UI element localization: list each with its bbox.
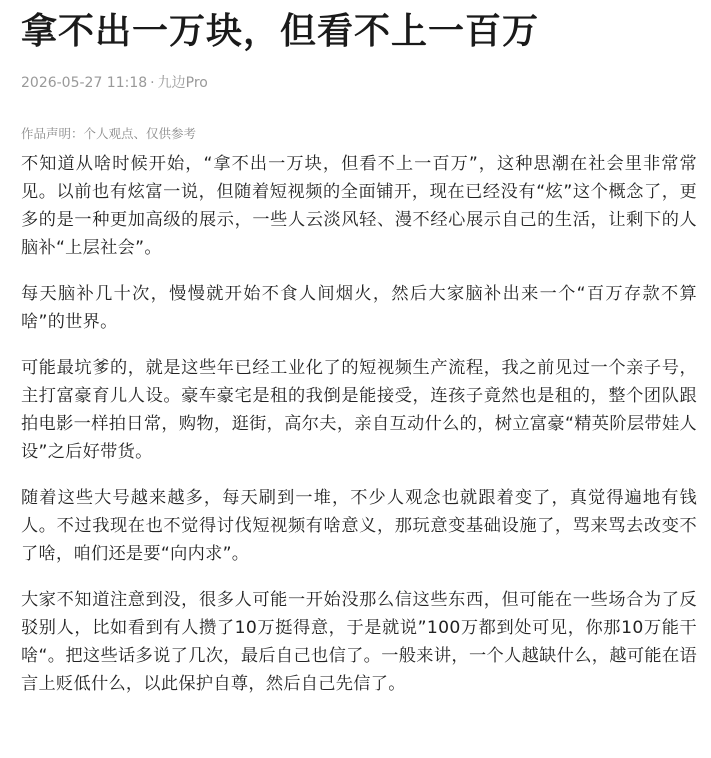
paragraph: 大家不知道注意到没，很多人可能一开始没那么信这些东西，但可能在一些场合为了反驳别人，比如看到有人攒了10万挺得意，于是就说”100万都到处可见，你那10万能干啥“。把这些话多说了几次，最后自己也信了。一般来讲，一个人越缺什么，越可能在语言上贬低什么，以此保护自尊，然后自己先信了。 (21, 590, 697, 694)
article-body (21, 150, 697, 716)
publish-datetime: 2026-05-27 11:18 (21, 75, 148, 91)
article-title: 拿不出一万块，但看不上一百万 (21, 11, 540, 52)
article-meta (21, 73, 208, 93)
paragraph: 不知道从啥时候开始，“拿不出一万块，但看不上一百万”，这种思潮在社会里非常常见。以前也有炫富一说，但随着短视频的全面铺开，现在已经没有“炫”这个概念了，更多的是一种更加高级的展示，一些人云淡风轻、漫不经心展示自己的生活，让剩下的人脑补“上层社会”。 (21, 154, 697, 258)
paragraph: 随着这些大号越来越多，每天刷到一堆，不少人观念也就跟着变了，真觉得遍地有钱人。不过我现在也不觉得讨伐短视频有啥意义，那玩意变基础设施了，骂来骂去改变不了啥，咱们还是要“向内求”。 (21, 488, 697, 564)
work-declaration: 作品声明：个人观点、仅供参考 (21, 126, 197, 141)
meta-separator: · (150, 75, 155, 91)
author-name[interactable]: 九边Pro (157, 75, 208, 91)
paragraph: 可能最坑爹的，就是这些年已经工业化了的短视频生产流程，我之前见过一个亲子号，主打富豪育儿人设。豪车豪宅是租的我倒是能接受，连孩子竟然也是租的，整个团队跟拍电影一样拍日常，购物，逛街，高尔夫，亲自互动什么的，树立富豪“精英阶层带娃人设”之后好带货。 (21, 358, 697, 462)
paragraph: 每天脑补几十次，慢慢就开始不食人间烟火，然后大家脑补出来一个“百万存款不算啥”的世界。 (21, 284, 697, 332)
